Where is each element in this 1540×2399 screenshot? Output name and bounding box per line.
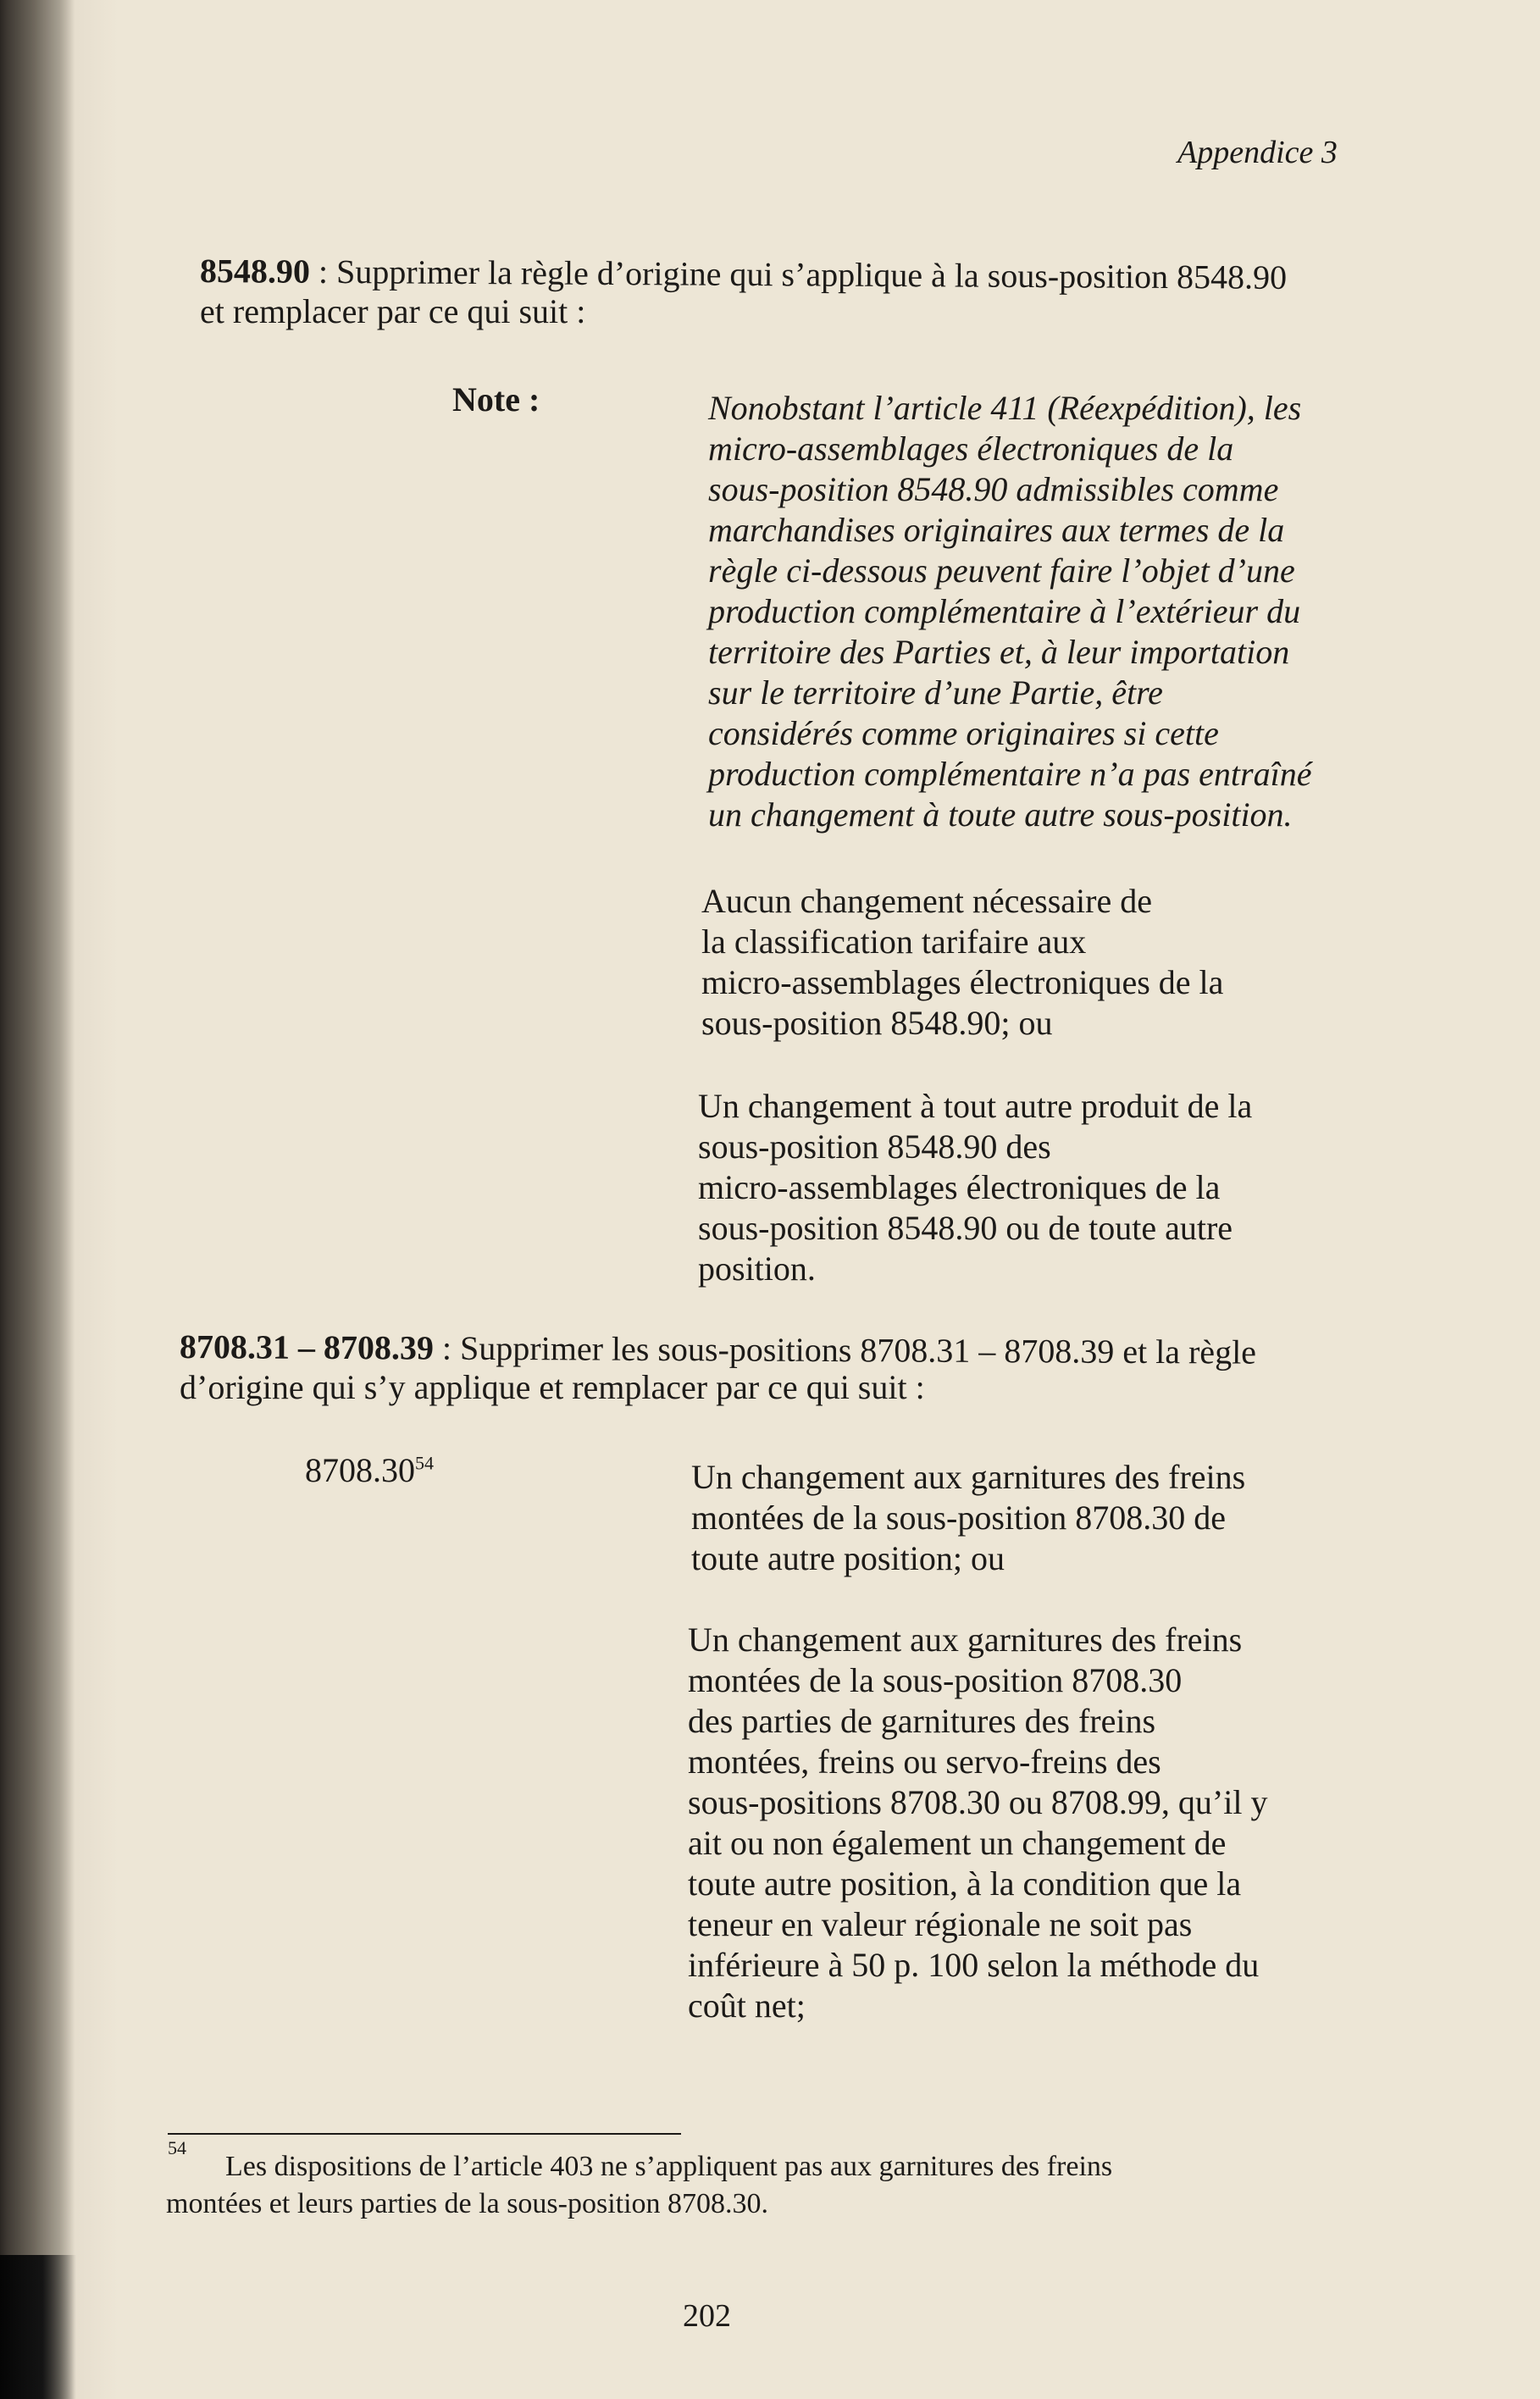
- book-spine-shadow: [0, 0, 75, 2399]
- note-label: Note :: [452, 380, 540, 418]
- rule-line: toute autre position; ou: [691, 1539, 1005, 1577]
- note-line: un changement à toute autre sous-position.: [708, 795, 1293, 834]
- rule-line: Un changement aux garnitures des freins: [691, 1458, 1246, 1496]
- subheading-8708-30: [305, 1450, 434, 1490]
- note-line: sur le territoire d’une Partie, être: [708, 673, 1163, 712]
- rule-line: la classification tarifaire aux: [701, 922, 1087, 961]
- rule-line: montées de la sous-position 8708.30 de: [691, 1499, 1227, 1537]
- rule-line: micro-assemblages électroniques de la: [698, 1168, 1221, 1206]
- intro-text: : Supprimer la règle d’origine qui s’applique à la sous-position 8548.90: [318, 252, 1288, 296]
- rule-8548-90-b: [698, 1086, 1252, 1289]
- footnote-line-1: Les dispositions de l’article 403 ne s’appliquent pas aux garnitures des freins: [225, 2151, 1113, 2182]
- book-spine-dark-corner: [0, 2255, 76, 2399]
- rule-line: des parties de garnitures des freins: [688, 1702, 1156, 1740]
- section-8548-90-intro: [200, 254, 1287, 329]
- note-line: marchandises originaires aux termes de la: [708, 511, 1285, 549]
- intro-line-1: [200, 254, 1287, 295]
- rule-line: sous-position 8548.90; ou: [701, 1004, 1053, 1042]
- note-line: sous-position 8548.90 admissibles comme: [708, 470, 1279, 508]
- footnote-line-2: montées et leurs parties de la sous-position 8708.30.: [166, 2188, 769, 2219]
- intro-line-2: d’origine qui s’y applique et remplacer par ce qui suit :: [180, 1368, 925, 1406]
- rule-8708-30-b: [688, 1620, 1267, 2026]
- intro-line-2: et remplacer par ce qui suit :: [200, 292, 586, 330]
- note-line: considérés comme originaires si cette: [708, 714, 1219, 752]
- rule-line: coût net;: [688, 1986, 806, 2025]
- rule-line: position.: [698, 1249, 816, 1288]
- rule-line: Aucun changement nécessaire de: [701, 882, 1152, 920]
- rule-line: micro-assemblages électroniques de la: [701, 963, 1224, 1001]
- subheading-code: 8708.30: [305, 1451, 415, 1489]
- rule-line: toute autre position, à la condition que la: [688, 1864, 1242, 1903]
- section-8708-intro: [179, 1327, 1257, 1406]
- rule-line: sous-position 8548.90 des: [698, 1127, 1051, 1166]
- footnote-reference: 54: [415, 1452, 434, 1474]
- tariff-code-8548-90: 8548.90: [199, 252, 311, 291]
- rule-line: teneur en valeur régionale ne soit pas: [688, 1905, 1193, 1943]
- running-header: Appendice 3: [1177, 135, 1338, 170]
- note-line: production complémentaire à l’extérieur du: [708, 592, 1301, 630]
- rule-line: inférieure à 50 p. 100 selon la méthode du: [688, 1946, 1260, 1984]
- note-body: [708, 388, 1311, 835]
- rule-line: sous-position 8548.90 ou de toute autre: [698, 1209, 1233, 1247]
- note-line: micro-assemblages électroniques de la: [708, 429, 1234, 468]
- intro-text: : Supprimer les sous-positions 8708.31 – 8708.39 et la règle: [441, 1328, 1257, 1371]
- footnote-number: 54: [168, 2137, 186, 2158]
- note-line: règle ci-dessous peuvent faire l’objet d’une: [708, 551, 1295, 590]
- rule-line: montées de la sous-position 8708.30: [688, 1661, 1183, 1699]
- rule-line: montées, freins ou servo-freins des: [688, 1742, 1161, 1781]
- rule-line: Un changement aux garnitures des freins: [688, 1621, 1243, 1659]
- intro-line-1: [179, 1327, 1257, 1371]
- rule-line: Un changement à tout autre produit de la: [698, 1087, 1253, 1125]
- footnote-rule: [168, 2133, 681, 2135]
- rule-line: ait ou non également un changement de: [688, 1824, 1227, 1862]
- tariff-code-8708-31-39: 8708.31 – 8708.39: [179, 1327, 435, 1367]
- rule-8548-90-a: [701, 881, 1223, 1044]
- note-line: Nonobstant l’article 411 (Réexpédition), les: [708, 389, 1302, 427]
- note-line: territoire des Parties et, à leur importation: [708, 633, 1290, 671]
- page-number: 202: [683, 2298, 731, 2334]
- note-line: production complémentaire n’a pas entraîné: [708, 755, 1312, 793]
- rule-line: sous-positions 8708.30 ou 8708.99, qu’il y: [688, 1783, 1268, 1821]
- footnote-text: [166, 2148, 1112, 2223]
- rule-8708-30-a: [691, 1457, 1245, 1579]
